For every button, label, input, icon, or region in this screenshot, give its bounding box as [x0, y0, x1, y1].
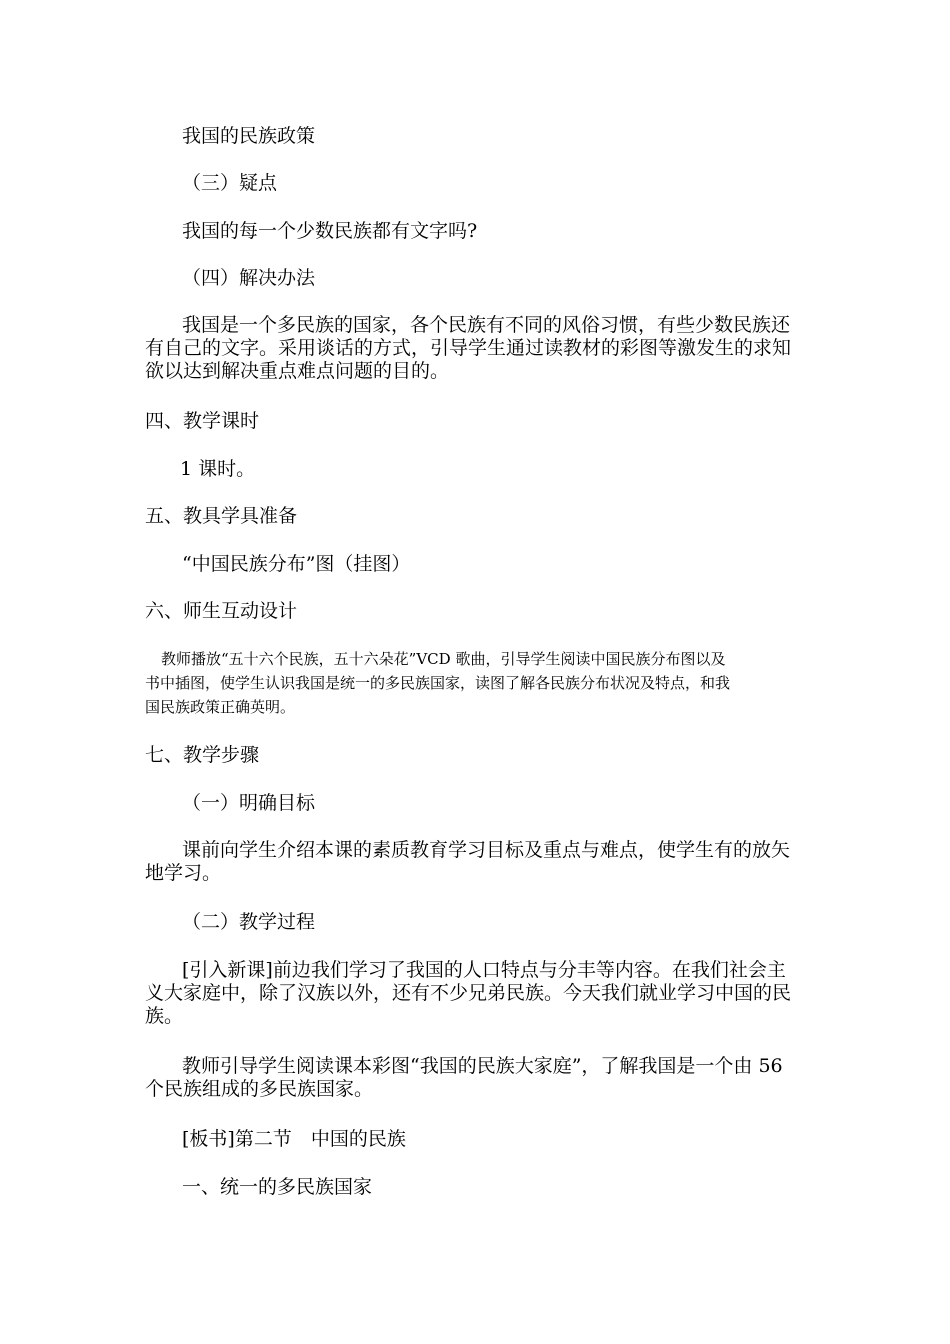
paragraph-line: 有自己的文字。采用谈话的方式，引导学生通过读教材的彩图等激发生的求知	[145, 337, 792, 359]
paragraph-line: 个民族组成的多民族国家。	[145, 1078, 374, 1100]
text-board-subtitle: 一、统一的多民族国家	[182, 1176, 373, 1198]
heading-doubt: （三）疑点	[182, 172, 278, 194]
paragraph-line: 书中插图，使学生认识我国是统一的多民族国家，读图了解各民族分布状况及特点，和我	[145, 674, 731, 692]
text-policy: 我国的民族政策	[182, 125, 316, 147]
heading-solution: （四）解决办法	[182, 267, 316, 289]
paragraph-line: 课前向学生介绍本课的素质教育学习目标及重点与难点，使学生有的放矢	[182, 839, 791, 861]
heading-process: （二）教学过程	[182, 911, 316, 933]
paragraph-intro	[145, 959, 805, 1028]
text-class-hours: 1 课时。	[180, 458, 256, 480]
paragraph-line: 国民族政策正确英明。	[145, 698, 296, 716]
heading-class-hours: 四、教学课时	[145, 410, 260, 432]
paragraph-line: 族。	[145, 1005, 184, 1027]
paragraph-line: 地学习。	[145, 862, 222, 884]
paragraph-line: 欲以达到解决重点难点问题的目的。	[145, 360, 450, 382]
heading-teaching-steps: 七、教学步骤	[145, 744, 260, 766]
paragraph-line: 教师引导学生阅读课本彩图“我国的民族大家庭”，了解我国是一个由 56	[182, 1055, 783, 1077]
paragraph-interaction	[145, 647, 805, 719]
heading-goals: （一）明确目标	[182, 792, 316, 814]
text-teaching-aids: “中国民族分布”图（挂图）	[182, 553, 411, 575]
paragraph-line: 教师播放“五十六个民族，五十六朵花”VCD 歌曲，引导学生阅读中国民族分布图以及	[161, 650, 726, 668]
paragraph-goals	[145, 839, 805, 885]
text-board-title: [板书]第二节 中国的民族	[182, 1128, 406, 1150]
heading-teaching-aids: 五、教具学具准备	[145, 505, 298, 527]
text-question: 我国的每一个少数民族都有文字吗?	[182, 220, 478, 242]
paragraph-reading	[145, 1055, 805, 1101]
heading-interaction: 六、师生互动设计	[145, 600, 298, 622]
paragraph-line: 我国是一个多民族的国家，各个民族有不同的风俗习惯，有些少数民族还	[182, 314, 791, 336]
paragraph-line: 义大家庭中，除了汉族以外，还有不少兄弟民族。今天我们就业学习中国的民	[145, 982, 792, 1004]
paragraph-solution	[145, 314, 805, 383]
paragraph-line: [引入新课]前边我们学习了我国的人口特点与分丰等内容。在我们社会主	[182, 959, 786, 981]
